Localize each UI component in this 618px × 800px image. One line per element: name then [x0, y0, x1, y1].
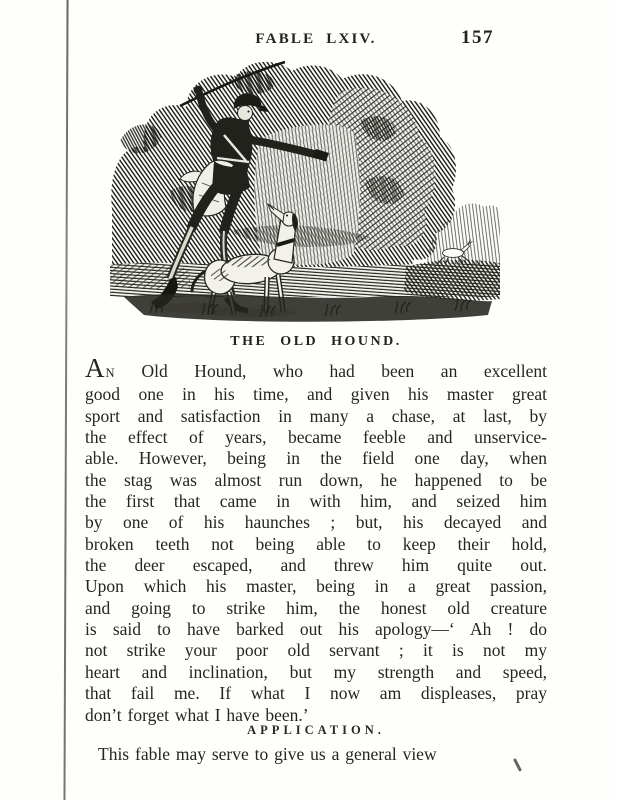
fable-line: the first that came in with him, and seized him: [85, 491, 547, 512]
fable-line: that fail me. If what I now am displeases, pray: [85, 683, 547, 704]
fable-line: not strike your poor old servant ; it is not my: [85, 640, 547, 661]
small-cap: N: [105, 366, 116, 380]
drop-cap: A: [85, 353, 106, 383]
page-number: 157: [461, 27, 494, 48]
foreground-grass: [124, 294, 492, 322]
application-heading: APPLICATION.: [247, 723, 385, 737]
application-text: [85, 743, 547, 765]
fable-line: the deer escaped, and threw him quite out.: [85, 555, 547, 576]
fable-line: sport and satisfaction in many a chase, at last, by: [85, 405, 547, 426]
fable-line: able. However, being in the field one day, when: [85, 448, 547, 469]
fable-line: Upon which his master, being in a great passion,: [85, 576, 547, 597]
fable-line: don’t forget what I have been.’: [85, 704, 309, 725]
woodcut-engraving: [110, 60, 500, 330]
fable-line: and going to strike him, the honest old creature: [85, 597, 547, 618]
opening-line-text: Old Hound, who had been an excellent: [115, 361, 547, 381]
fable-line: by one of his haunches ; but, his decayed and: [85, 512, 547, 533]
fable-line: broken teeth not being able to keep their hold,: [85, 533, 547, 554]
fable-title: THE OLD HOUND.: [230, 334, 402, 349]
page-gutter-line: [63, 0, 68, 800]
fable-line-opening: [85, 355, 547, 384]
fable-line: is said to have barked out his apology—‘ Ah ! do: [85, 619, 547, 640]
fable-line: good one in his time, and given his master great: [85, 384, 547, 405]
fable-illustration: [110, 60, 500, 330]
fable-text: [85, 355, 547, 726]
fable-line: the effect of years, became feeble and unservice-: [85, 427, 547, 448]
fable-line: heart and inclination, but my strength and speed,: [85, 661, 547, 682]
running-title: FABLE LXIV.: [255, 31, 377, 47]
application-line: This fable may serve to give us a general view: [98, 744, 437, 764]
fable-line: the stag was almost run down, he happened to be: [85, 469, 547, 490]
